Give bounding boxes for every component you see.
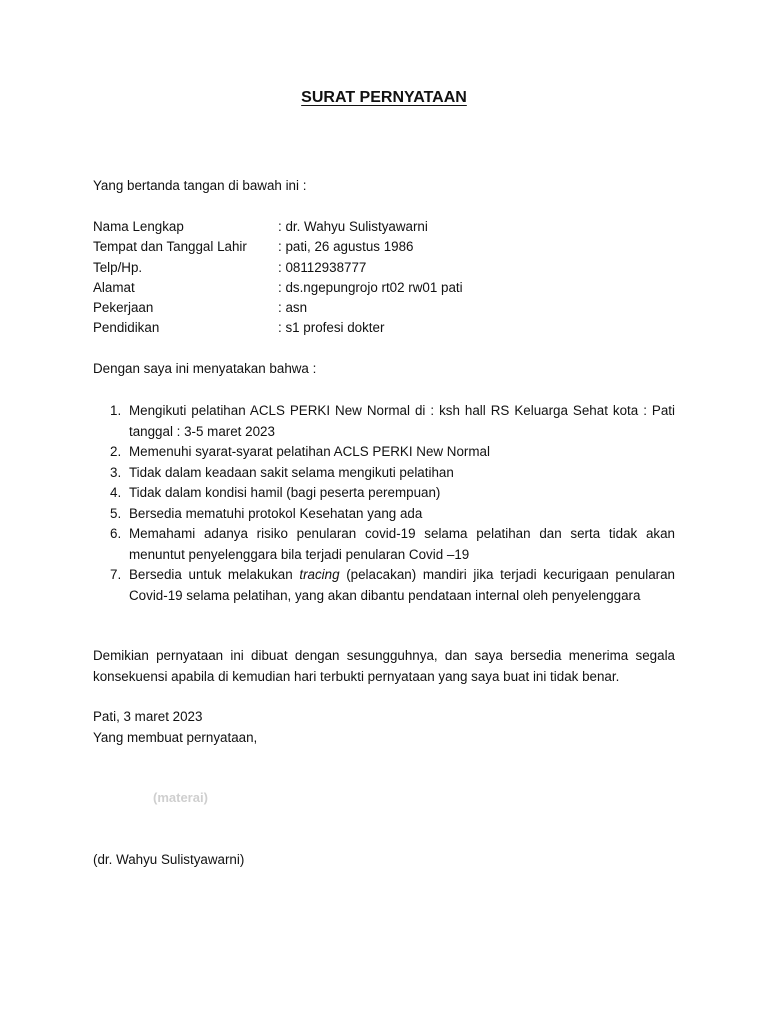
field-value-ttl: : pati, 26 agustus 1986 [278, 239, 414, 254]
intro-text: Yang bertanda tangan di bawah ini : [93, 178, 307, 193]
list-item-text: Tidak dalam keadaan sakit selama mengikuti pelatihan [129, 464, 454, 480]
list-item [93, 565, 675, 606]
list-item [93, 483, 675, 504]
list-item [93, 463, 675, 484]
list-item-number: 4. [110, 485, 122, 500]
field-label-pendidikan: Pendidikan [93, 320, 160, 335]
statement-list [93, 401, 675, 606]
field-label-telp: Telp/Hp. [93, 260, 143, 275]
field-label-pekerjaan: Pekerjaan [93, 300, 154, 315]
field-label-alamat: Alamat [93, 280, 135, 295]
field-label-ttl: Tempat dan Tanggal Lahir [93, 239, 247, 254]
list-item [93, 401, 675, 442]
list-item [93, 504, 675, 525]
field-value-pendidikan: : s1 profesi dokter [278, 320, 385, 335]
list-item-number: 2. [110, 444, 122, 459]
list-item-italic-text: tracing [299, 567, 340, 582]
field-value-alamat: : ds.ngepungrojo rt02 rw01 pati [278, 280, 463, 295]
field-value-telp: : 08112938777 [278, 260, 367, 275]
list-item [93, 442, 675, 463]
list-item-text: Bersedia untuk melakukan [129, 567, 300, 582]
signer-label: Yang membuat pernyataan, [93, 730, 258, 745]
list-item-text: Mengikuti pelatihan ACLS PERKI New Normal di : ksh hall RS Keluarga Sehat kota : Pati tanggal : 3-5 maret 2023 [129, 403, 675, 439]
list-item-number: 5. [110, 505, 122, 521]
field-value-pekerjaan: : asn [278, 300, 308, 315]
list-item [93, 524, 675, 565]
signer-name: (dr. Wahyu Sulistyawarni) [93, 852, 245, 867]
list-item-number: 1. [110, 403, 122, 418]
list-item-number: 6. [110, 526, 122, 541]
field-value-nama: : dr. Wahyu Sulistyawarni [278, 219, 428, 234]
list-item-text: Bersedia mematuhi protokol Kesehatan yang ada [129, 505, 423, 521]
list-item-text: Memenuhi syarat-syarat pelatihan ACLS PERKI New Normal [129, 444, 490, 459]
list-item-text: Tidak dalam kondisi hamil (bagi peserta perempuan) [129, 485, 441, 500]
statement-intro: Dengan saya ini menyatakan bahwa : [93, 361, 317, 376]
stamp-placeholder: (materai) [153, 790, 208, 805]
list-item-number: 3. [110, 464, 122, 480]
place-date: Pati, 3 maret 2023 [93, 709, 203, 724]
closing-paragraph: Demikian pernyataan ini dibuat dengan sesungguhnya, dan saya bersedia menerima segala konsekuensi apabila di kemudian hari terbukti pernyataan yang saya buat ini tidak benar. [93, 648, 675, 684]
list-item-number: 7. [110, 567, 122, 582]
list-item-text: (pelacakan) mandiri jika terjadi kecurigaan penularan Covid-19 selama pelatihan, yang akan dibantu pendataan internal oleh penyelenggara [129, 567, 675, 603]
field-label-nama: Nama Lengkap [93, 219, 184, 234]
list-item-text: Memahami adanya risiko penularan covid-19 selama pelatihan dan serta tidak akan menuntut penyelenggara bila terjadi penularan Covid –19 [129, 526, 675, 562]
document-title: SURAT PERNYATAAN [301, 89, 467, 106]
